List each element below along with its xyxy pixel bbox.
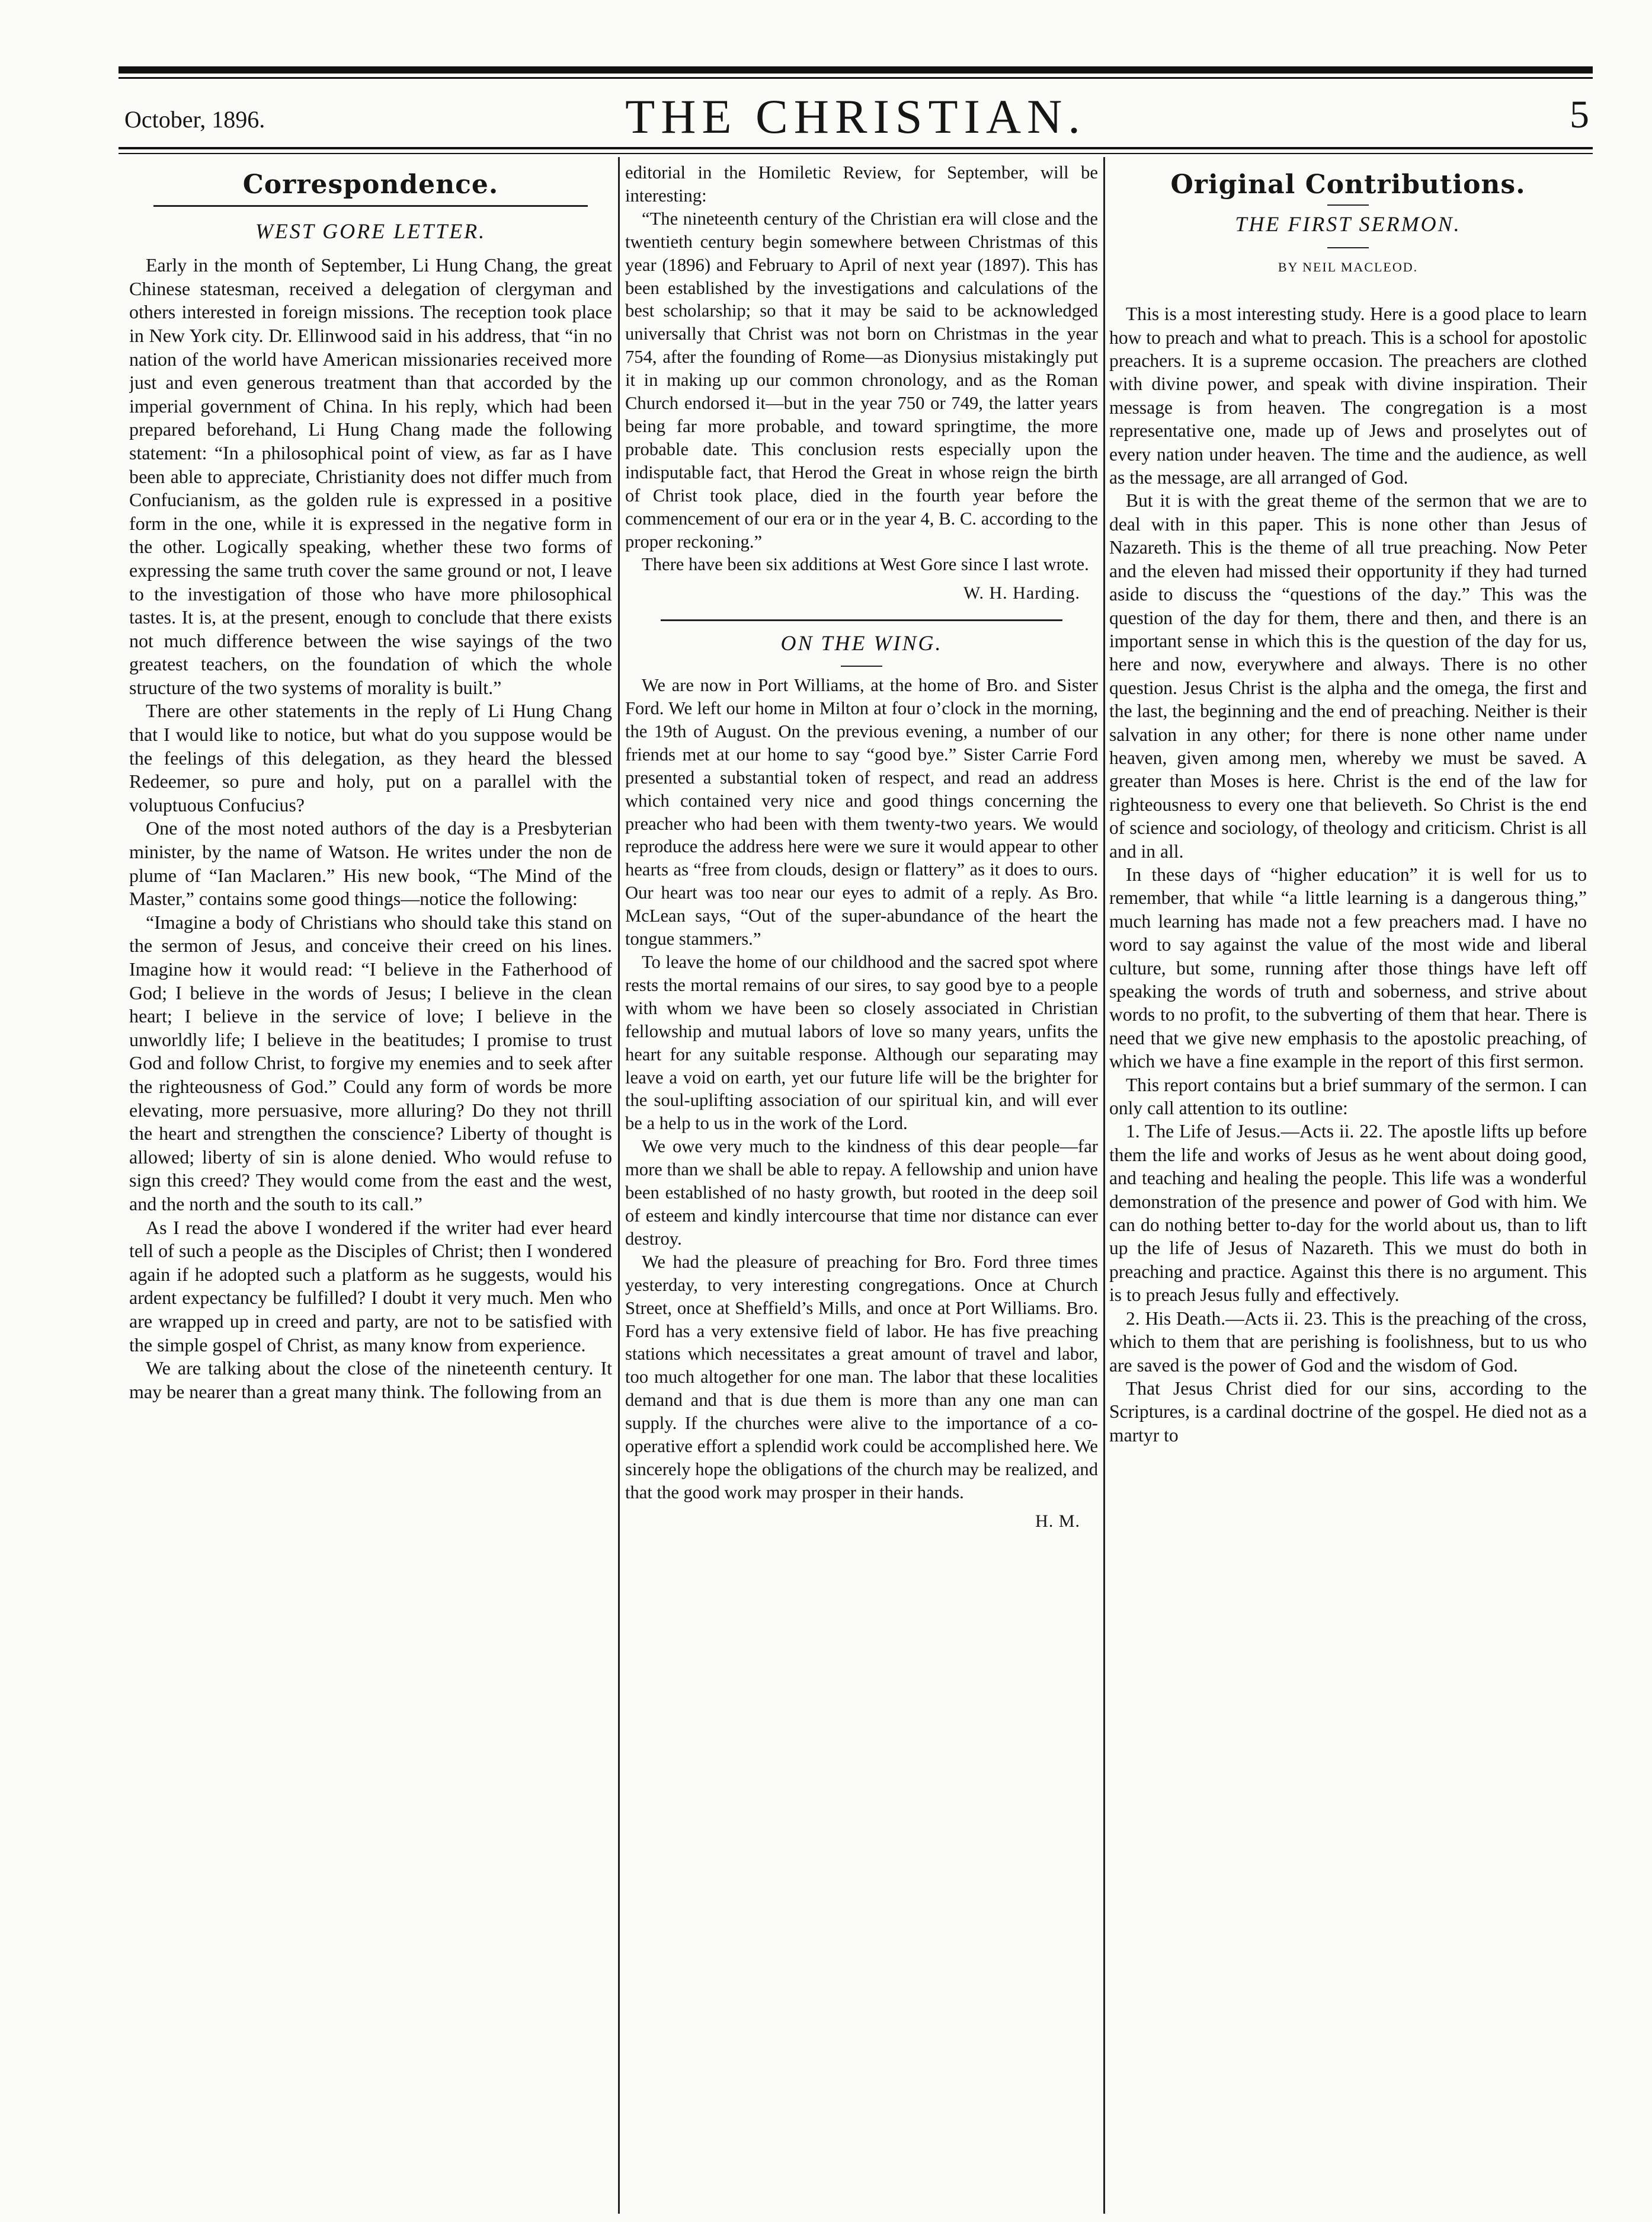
paragraph: We had the pleasure of preaching for Bro. Ford three times yesterday, to very interesting congregations. Once at Church Street, once at Sheffield’s Mills, and once at Port Williams. Bro. Ford has a very extensive field of labor. He has five preaching stations which necessitates a great amount of travel and labor, too much altogether for one man. The labor that these localities demand and that is due them is more than any one man can supply. If the churches were alive to the importance of a co-operative effort a splendid work could be accomplished here. We sincerely hope the obligations of the church may be realized, and that the good work may prosper in their hands. — [625, 1251, 1098, 1502]
paragraph: “Imagine a body of Christians who should take this stand on the sermon of Jesus, and conceive their creed on his lines. Imagine how it would read: “I believe in the Fatherhood of God; I believe in the words of Jesus; I believe in the clean heart; I believe in the service of love; I believe in the unworldly life; I believe in the beatitudes; I promise to trust God and follow Christ, to forgive my enemies and to seek after the righteousness of God.” Could any form of words be more elevating, more persuasive, more alluring? Do they not thrill the heart and strengthen the conscience? Liberty of thought is allowed; liberty of sin is alone denied. Who would refuse to sign this creed? They would come from the east and the west, and the north and the south to its call.” — [129, 911, 612, 1214]
paragraph: As I read the above I wondered if the writer had ever heard tell of such a people as the Disciples of Christ; then I wondered again if he adopted such a platform as he suggests, would his ardent expectancy be fulfilled? I doubt it very much. Men who are wrapped up in creed and party, are not to be satisfied with the simple gospel of Christ, as many know from experience. — [129, 1216, 612, 1355]
column-divider-1 — [618, 157, 620, 2214]
paragraph: In these days of “higher education” it is well for us to remember, that while “a little learning is a dangerous thing,” much learning has made not a few preachers mad. I have no word to say against the value of the most wide and liberal culture, but some, running after those things have left off speaking the words of truth and soberness, and strive about words to no profit, to the subverting of them that hear. There is need that we give new emphasis to the apostolic preaching, of which we have a fine example in the report of this first sermon. — [1109, 864, 1587, 1072]
paragraph: 1. The Life of Jesus.—Acts ii. 22. The apostle lifts up before them the life and works of Jesus as he went about doing good, and teaching and healing the people. This life was a wonderful demonstration of the presence and power of God with him. We can do nothing better to-day for the world about us, than to lift up the life of Jesus of Nazareth. This we must do both in preaching and practice. Against this there is no argument. This is to preach Jesus fully and effectively. — [1109, 1121, 1587, 1306]
column-middle — [625, 161, 1098, 2200]
byline: BY NEIL MACLEOD. — [1278, 259, 1419, 274]
newspaper-title: THE CHRISTIAN. — [625, 89, 1086, 143]
top-rule-thin — [119, 77, 1593, 79]
paragraph: But it is with the great theme of the sermon that we are to deal with in this paper. This is none other than Jesus of Nazareth. This is the theme of all true preaching. Now Peter and the eleven had missed their opportunity if they had turned aside to discuss the “questions of the day.” This was the question of the day for them, there and then, and there is an important sense in which this is the question of the day for us, here and now, everywhere and always. There is no other question. Jesus Christ is the alpha and the omega, the first and the last, the beginning and the end of preaching. Neither is their salvation in any other; for there is none other name under heaven, given among men, whereby we must be saved. A greater than Moses is here. Christ is the end of the law for righteousness to every one that believeth. So Christ is the end of science and sociology, of theology and criticism. Christ is all and in all. — [1109, 490, 1587, 862]
signature-harding: W. H. Harding. — [963, 583, 1080, 603]
masthead — [119, 89, 1593, 148]
paragraph: We owe very much to the kindness of this dear people—far more than we shall be able to repay. A fellowship and union have been established of no hasty growth, but rooted in the deep soil of esteem and kindly intercourse that time nor distance can ever destroy. — [625, 1136, 1098, 1249]
heading-rule — [841, 666, 882, 667]
section-heading-original-contributions: Original Contributions. — [1170, 170, 1526, 200]
paragraph: 2. His Death.—Acts ii. 23. This is the preaching of the cross, which to them that are perishing is foolishness, but to us who are saved is the power of God and the wisdom of God. — [1109, 1307, 1587, 1376]
article-separator — [661, 619, 1062, 621]
masthead-rule-thin — [119, 153, 1593, 154]
paragraph: We are talking about the close of the nineteenth century. It may be nearer than a great many think. The following from an — [129, 1357, 612, 1402]
article-heading-on-the-wing: ON THE WING. — [780, 631, 943, 656]
column-correspondence — [129, 161, 612, 2200]
section-rule — [1327, 204, 1369, 206]
paragraph: Early in the month of September, Li Hung Chang, the great Chinese statesman, received a delegation of clergyman and others interested in foreign missions. The reception took place in New York city. Dr. Ellinwood said in his address, that “in no nation of the world have American missionaries received more just and even generous treatment than that accorded by the imperial government of China. In his reply, which had been prepared beforehand, Li Hung Chang made the following statement: “In a philosophical point of view, as far as I have been able to appreciate, Christianity does not differ much from Confucianism, as the golden rule is expressed in a positive form in the one, while it is expressed in the negative form in the other. Logically speaking, whether these two forms of expressing the same truth cover the same ground or not, I leave to the investigation of those who have more philosophical tastes. It is, at the present, enough to conclude that there exists not much difference between the wise sayings of the two greatest teachers, on the foundation of which the whole structure of the two systems of morality is built.” — [129, 254, 612, 698]
paragraph: We are now in Port Williams, at the home of Bro. and Sister Ford. We left our home in Milton at four o’clock in the morning, the 19th of August. On the previous evening, a number of our friends met at our home to say “good bye.” Sister Carrie Ford presented a substantial token of respect, and read an address which contained very nice and good things concerning the preacher who had been with them twenty-two years. We would reproduce the address here were we sure it would appear to other hearts as “free from clouds, design or flattery” as it does to ours. Our heart was too near our eyes to admit of a reply. As Bro. McLean says, “Out of the super-abundance of the heart the tongue stammers.” — [625, 675, 1098, 949]
article-heading-first-sermon: THE FIRST SERMON. — [1235, 212, 1461, 236]
paragraph: “The nineteenth century of the Christian era will close and the twentieth century begin somewhere between Christmas of this year (1896) and February to April of next year (1897). This has been established by the investigations and calculations of the best scholarship; so that it may be said to be acknowledged universally that Christ was not born on Christmas in the year 754, after the founding of Rome—as Dionysius mistakingly put it in making up our common chronology, and as the Roman Church endorsed it—but in the year 750 or 749, the latter years being far more probable, and toward springtime, the more probable date. This conclusion rests especially upon the indisputable fact, that Herod the Great in whose reign the birth of Christ took place, died in the fourth year before the commencement of our era or in the year 4, B. C. according to the proper reckoning.” — [625, 208, 1098, 552]
paragraph: To leave the home of our childhood and the sacred spot where rests the mortal remains of our sires, to say good bye to a people with whom we have been so closely associated in Christian fellowship and mutual labors of love so many years, unfits the heart for any suitable response. Although our separating may leave a void on earth, yet our future life will be the brighter for the soul-uplifting association of our spiritual kin, and will ever be a help to us in the work of the Lord. — [625, 952, 1098, 1134]
paragraph: One of the most noted authors of the day is a Presbyterian minister, by the name of Watson. He writes under the non de plume of “Ian Maclaren.” His new book, “The Mind of the Master,” contains some good things—notice the following: — [129, 817, 612, 910]
heading-rule — [1327, 247, 1369, 248]
paragraph: editorial in the Homiletic Review, for September, will be interesting: — [625, 162, 1098, 206]
paragraph: This report contains but a brief summary of the sermon. I can only call attention to its outline: — [1109, 1074, 1587, 1119]
paragraph: That Jesus Christ died for our sins, according to the Scriptures, is a cardinal doctrine of the gospel. He died not as a martyr to — [1109, 1377, 1587, 1446]
page-number: 5 — [1570, 93, 1589, 136]
top-rule — [119, 66, 1593, 73]
issue-date: October, 1896. — [124, 106, 265, 133]
masthead-rule — [119, 147, 1593, 149]
paragraph: There are other statements in the reply of Li Hung Chang that I would like to notice, but what do you suppose would be the feelings of this delegation, as they heard the blessed Redeemer, so pure and holy, put on a parallel with the voluptuous Confucius? — [129, 700, 612, 816]
column-divider-2 — [1103, 157, 1105, 2214]
paragraph: This is a most interesting study. Here is a good place to learn how to preach and what to preach. This is a school for apostolic preachers. It is a supreme occasion. The preachers are clothed with divine power, and speak with divine inspiration. Their message is from heaven. The congregation is a most representative one, made up of Jews and proselytes out of every nation under heaven. The time and the audience, as well as the message, are all arranged of God. — [1109, 303, 1587, 488]
column-original-contributions — [1109, 161, 1587, 2200]
signature-hm: H. M. — [1035, 1511, 1080, 1531]
article-heading-west-gore-letter: WEST GORE LETTER. — [255, 219, 486, 243]
section-heading-correspondence: Correspondence. — [242, 170, 499, 200]
section-rule — [153, 205, 588, 207]
paragraph: There have been six additions at West Gore since I last wrote. — [642, 554, 1089, 575]
